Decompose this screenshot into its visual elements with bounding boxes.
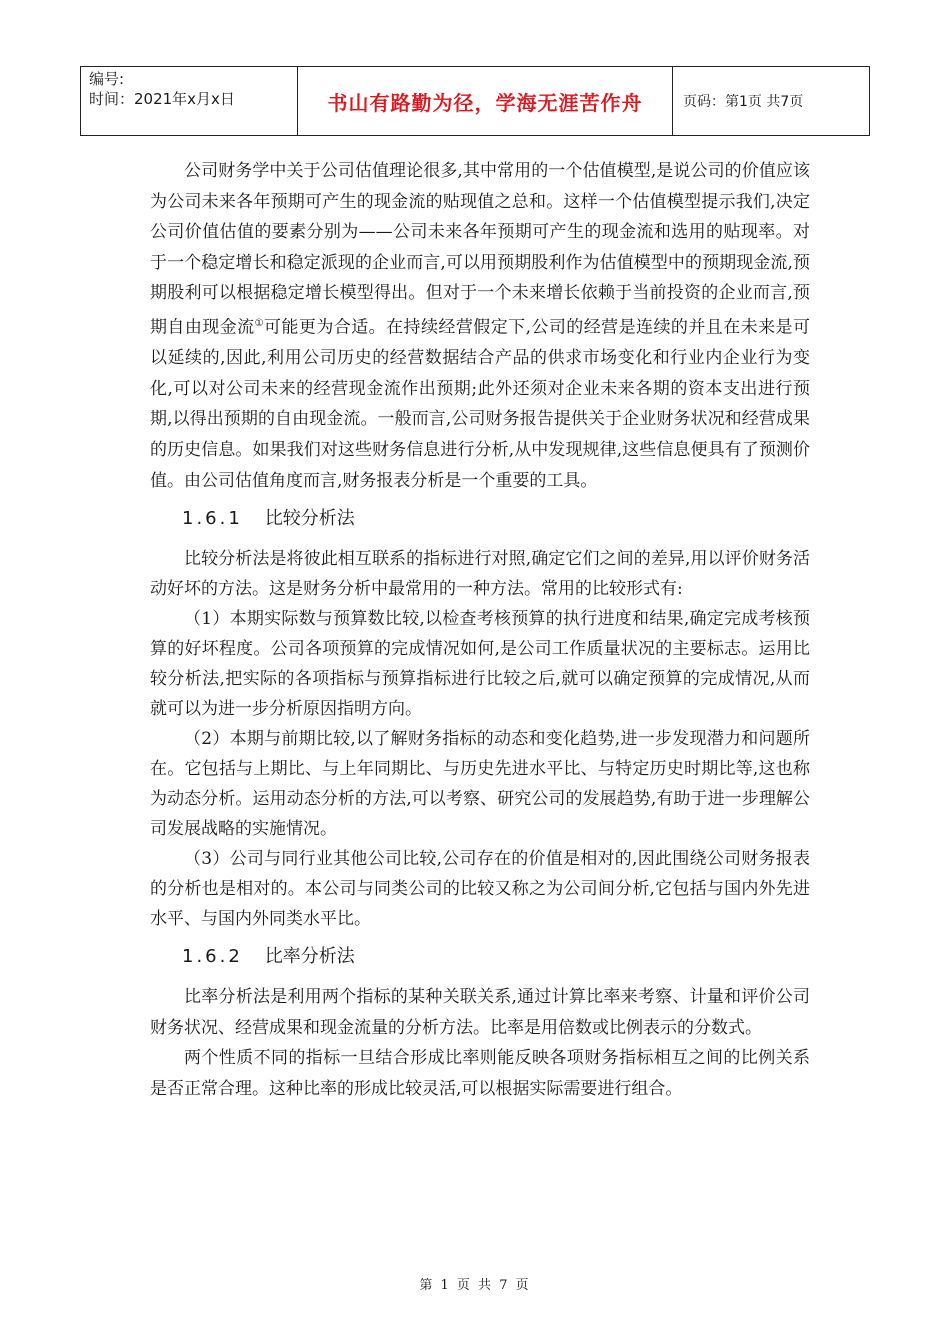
header-page-info: 页码：第1页 共7页	[673, 67, 870, 136]
section1-paragraph: 比较分析法是将彼此相互联系的指标进行对照,确定它们之间的差异,用以评价财务活动好坏的方法。这是财务分析中最常用的一种方法。常用的比较形式有:	[150, 549, 810, 600]
section-heading-ratio	[182, 944, 810, 970]
section-number: 1.6.1	[182, 508, 243, 530]
document-body	[150, 156, 810, 1105]
intro-paragraph	[150, 156, 810, 496]
intro-text-part1: 公司财务学中关于公司估值理论很多,其中常用的一个估值模型,是说公司的价值应该为公司未来各年预期可产生的现金流的贴现值之总和。这样一个估值模型提示我们,决定公司价值估值的要素分别为——公司未来各年预期可产生的现金流和选用的贴现率。对于一个稳定增长和稳定派现的企业而言,可以用预期股利作为估值模型中的预期现金流,预期股利可以根据稳定增长模型得出。但对于一个未来增长依赖于当前投资的企业而言,预期自由现金流	[150, 161, 810, 338]
footnote-mark: ①	[254, 317, 265, 329]
intro-text-part2: 可能更为合适。在持续经营假定下,公司的经营是连续的并且在未来是可以延续的,因此,利用公司历史的经营数据结合产品的供求市场变化和行业内企业行为变化,可以对公司未来的经营现金流作出预期;此外还须对企业未来各期的资本支出进行预期,以得出预期的自由现金流。一般而言,公司财务报告提供关于企业财务状况和经营成果的历史信息。如果我们对这些财务信息进行分析,从中发现规律,这些信息便具有了预测价值。由公司估值角度而言,财务报表分析是一个重要的工具。	[150, 317, 810, 491]
header-motto: 书山有路勤为径，学海无涯苦作舟	[298, 67, 673, 136]
section2-paragraph: 两个性质不同的指标一旦结合形成比率则能反映各项财务指标相互之间的比例关系是否正常合理。这种比率的形成比较灵活,可以根据实际需要进行组合。	[150, 1048, 810, 1099]
page-header	[80, 66, 870, 136]
section-heading-comparison	[182, 506, 810, 532]
section1-item-3: （3）公司与同行业其他公司比较,公司存在的价值是相对的,因此围绕公司财务报表的分析也是相对的。本公司与同类公司的比较又称之为公司间分析,它包括与国内外先进水平、与国内外同类水平比。	[150, 849, 810, 930]
document-date: 时间：2021年x月x日	[89, 90, 235, 108]
header-meta	[81, 67, 298, 136]
page-footer: 第 1 页 共 7 页	[419, 1278, 531, 1293]
section-number: 1.6.2	[182, 946, 243, 968]
section2-paragraph: 比率分析法是利用两个指标的某种关联关系,通过计算比率来考察、计量和评价公司财务状况、经营成果和现金流量的分析方法。比率是用倍数或比例表示的分数式。	[150, 987, 810, 1038]
section1-item-1: （1）本期实际数与预算数比较,以检查考核预算的执行进度和结果,确定完成考核预算的好坏程度。公司各项预算的完成情况如何,是公司工作质量状况的主要标志。运用比较分析法,把实际的各项指标与预算指标进行比较之后,就可以确定预算的完成情况,从而就可以为进一步分析原因指明方向。	[150, 609, 810, 720]
section-title: 比较分析法	[264, 508, 355, 530]
document-number-label: 编号:	[89, 70, 125, 88]
section1-item-2: （2）本期与前期比较,以了解财务指标的动态和变化趋势,进一步发现潜力和问题所在。它包括与上期比、与上年同期比、与历史先进水平比、与特定历史时期比等,这也称为动态分析。运用动态分析的方法,可以考察、研究公司的发展趋势,有助于进一步理解公司发展战略的实施情况。	[150, 729, 810, 840]
section-title: 比率分析法	[264, 946, 355, 968]
